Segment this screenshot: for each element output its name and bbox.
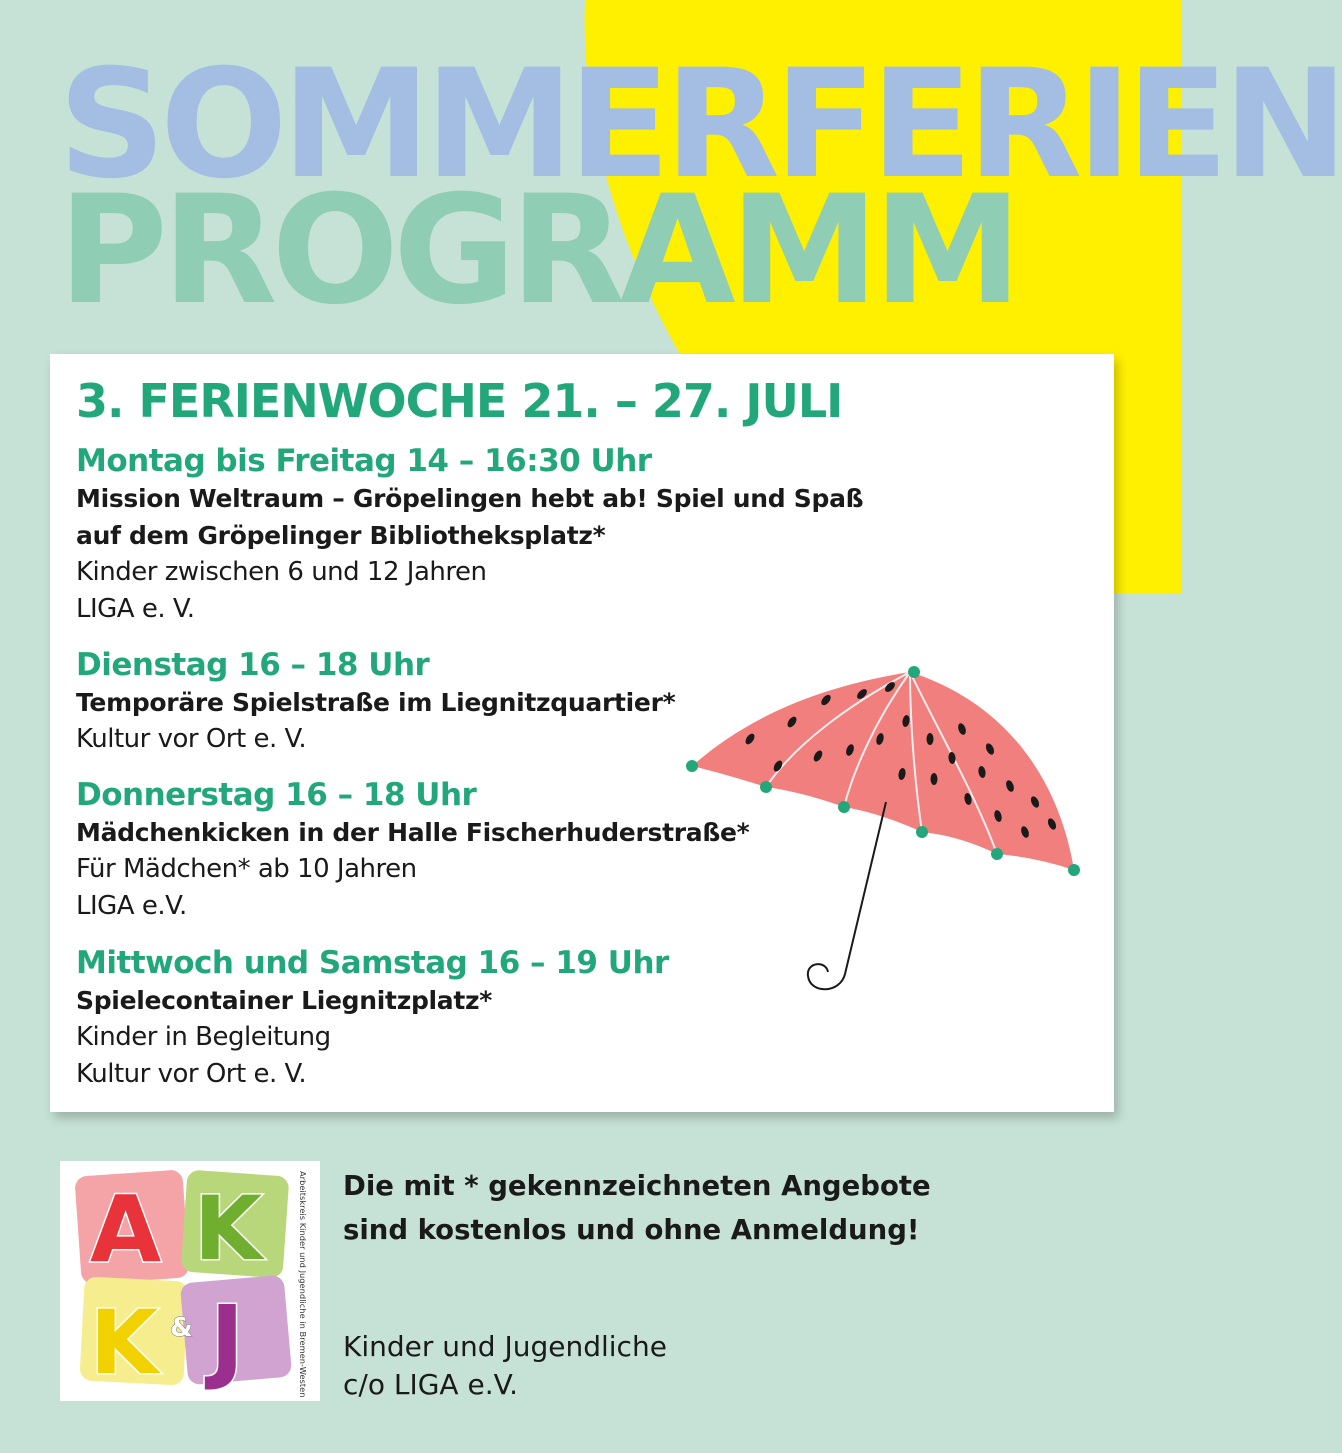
logo-letter-k: K (194, 1177, 263, 1280)
contact-info (343, 1328, 667, 1404)
event-audience: Kinder in Begleitung (76, 1022, 331, 1052)
logo-letter-j: J (210, 1286, 245, 1393)
event-organizer: LIGA e. V. (76, 594, 195, 624)
event-title: Temporäre Spielstraße im Liegnitzquartier* (76, 688, 676, 717)
event-time: Dienstag 16 – 18 Uhr (76, 647, 430, 683)
akkj-logo (60, 1161, 320, 1401)
event-tuesday (76, 646, 675, 758)
event-title: Spielecontainer Liegnitzplatz* (76, 986, 493, 1015)
event-organizer: LIGA e.V. (76, 891, 187, 921)
headline-sommerferien: SOMMERFERIEN (58, 38, 1342, 212)
event-title: Mission Weltraum – Gröpelingen hebt ab! Spiel und Spaß (76, 484, 864, 513)
note-line: sind kostenlos und ohne Anmeldung! (343, 1214, 920, 1246)
logo-vertical-text: Arbeitskreis Kinder und Jugendliche in Bremen-Westen (298, 1171, 308, 1398)
event-title: Mädchenkicken in der Halle Fischerhuderstraße* (76, 818, 750, 847)
event-organizer: Kultur vor Ort e. V. (76, 724, 307, 754)
event-wednesday-saturday (76, 944, 669, 1093)
program-card (50, 354, 1114, 1112)
event-time: Montag bis Freitag 14 – 16:30 Uhr (76, 443, 652, 479)
event-time: Mittwoch und Samstag 16 – 19 Uhr (76, 945, 669, 981)
logo-ampersand: & (170, 1313, 193, 1343)
event-thursday (76, 776, 749, 925)
contact-line: Kinder und Jugendliche (343, 1330, 667, 1363)
umbrella-icon (680, 664, 1100, 1004)
event-time: Donnerstag 16 – 18 Uhr (76, 777, 477, 813)
event-audience: Kinder zwischen 6 und 12 Jahren (76, 557, 487, 587)
logo-letter-k2: K (90, 1291, 159, 1394)
headline-programm: PROGRAMM (58, 164, 1017, 338)
event-organizer: Kultur vor Ort e. V. (76, 1059, 307, 1089)
event-title: auf dem Gröpelinger Bibliotheksplatz* (76, 521, 606, 550)
event-audience: Für Mädchen* ab 10 Jahren (76, 854, 417, 884)
week-title: 3. FERIENWOCHE 21. – 27. JULI (76, 374, 843, 428)
contact-line: c/o LIGA e.V. (343, 1368, 519, 1401)
note-line: Die mit * gekennzeichneten Angebote (343, 1170, 931, 1202)
event-monday-friday (76, 442, 863, 628)
logo-letter-a: A (90, 1176, 162, 1283)
free-offers-note (343, 1164, 931, 1252)
